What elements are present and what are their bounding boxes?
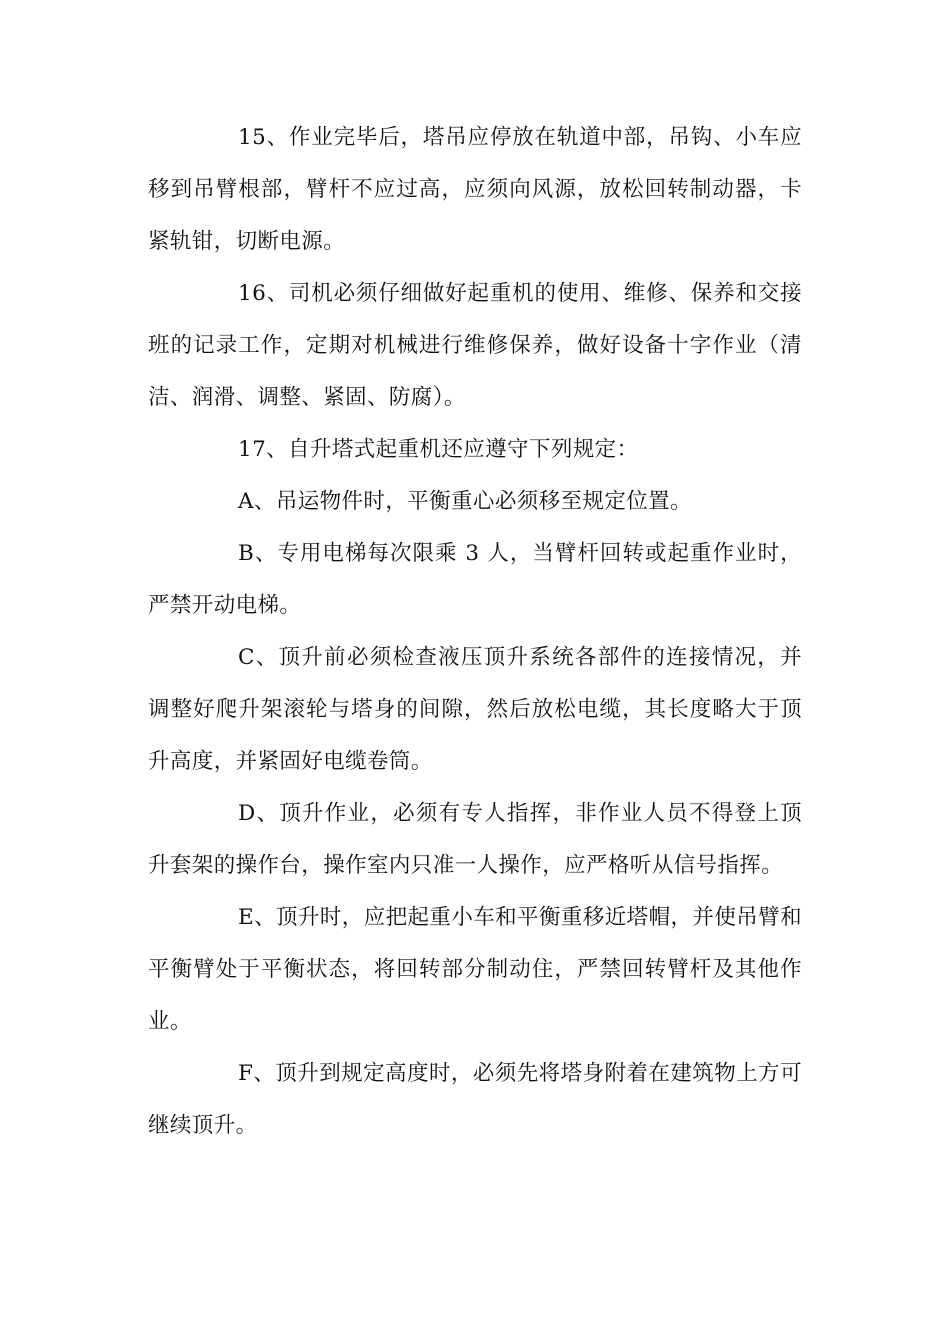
paragraph-17-d: D、顶升作业，必须有专人指挥，非作业人员不得登上顶升套架的操作台，操作室内只准一人操作，应严格听从信号指挥。 xyxy=(148,801,802,878)
paragraph-17-f: F、顶升到规定高度时，必须先将塔身附着在建筑物上方可继续顶升。 xyxy=(148,1061,802,1138)
paragraph-17: 17、自升塔式起重机还应遵守下列规定： xyxy=(238,437,639,462)
paragraph-15: 15、作业完毕后，塔吊应停放在轨道中部，吊钩、小车应移到吊臂根部，臂杆不应过高，应须向风源，放松回转制动器，卡紧轨钳，切断电源。 xyxy=(148,125,802,254)
paragraph-17-a: A、吊运物件时，平衡重心必须移至规定位置。 xyxy=(238,489,692,514)
document-body xyxy=(148,112,802,1152)
paragraph-17-c: C、顶升前必须检查液压顶升系统各部件的连接情况，并调整好爬升架滚轮与塔身的间隙，然后放松电缆，其长度略大于顶升高度，并紧固好电缆卷筒。 xyxy=(148,645,802,774)
paragraph-17-e: E、顶升时，应把起重小车和平衡重移近塔帽，并使吊臂和平衡臂处于平衡状态，将回转部分制动住，严禁回转臂杆及其他作业。 xyxy=(148,905,802,1034)
paragraph-17-b: B、专用电梯每次限乘 3 人，当臂杆回转或起重作业时，严禁开动电梯。 xyxy=(148,541,802,618)
paragraph-16: 16、司机必须仔细做好起重机的使用、维修、保养和交接班的记录工作，定期对机械进行维修保养，做好设备十字作业（清洁、润滑、调整、紧固、防腐）。 xyxy=(148,281,802,410)
